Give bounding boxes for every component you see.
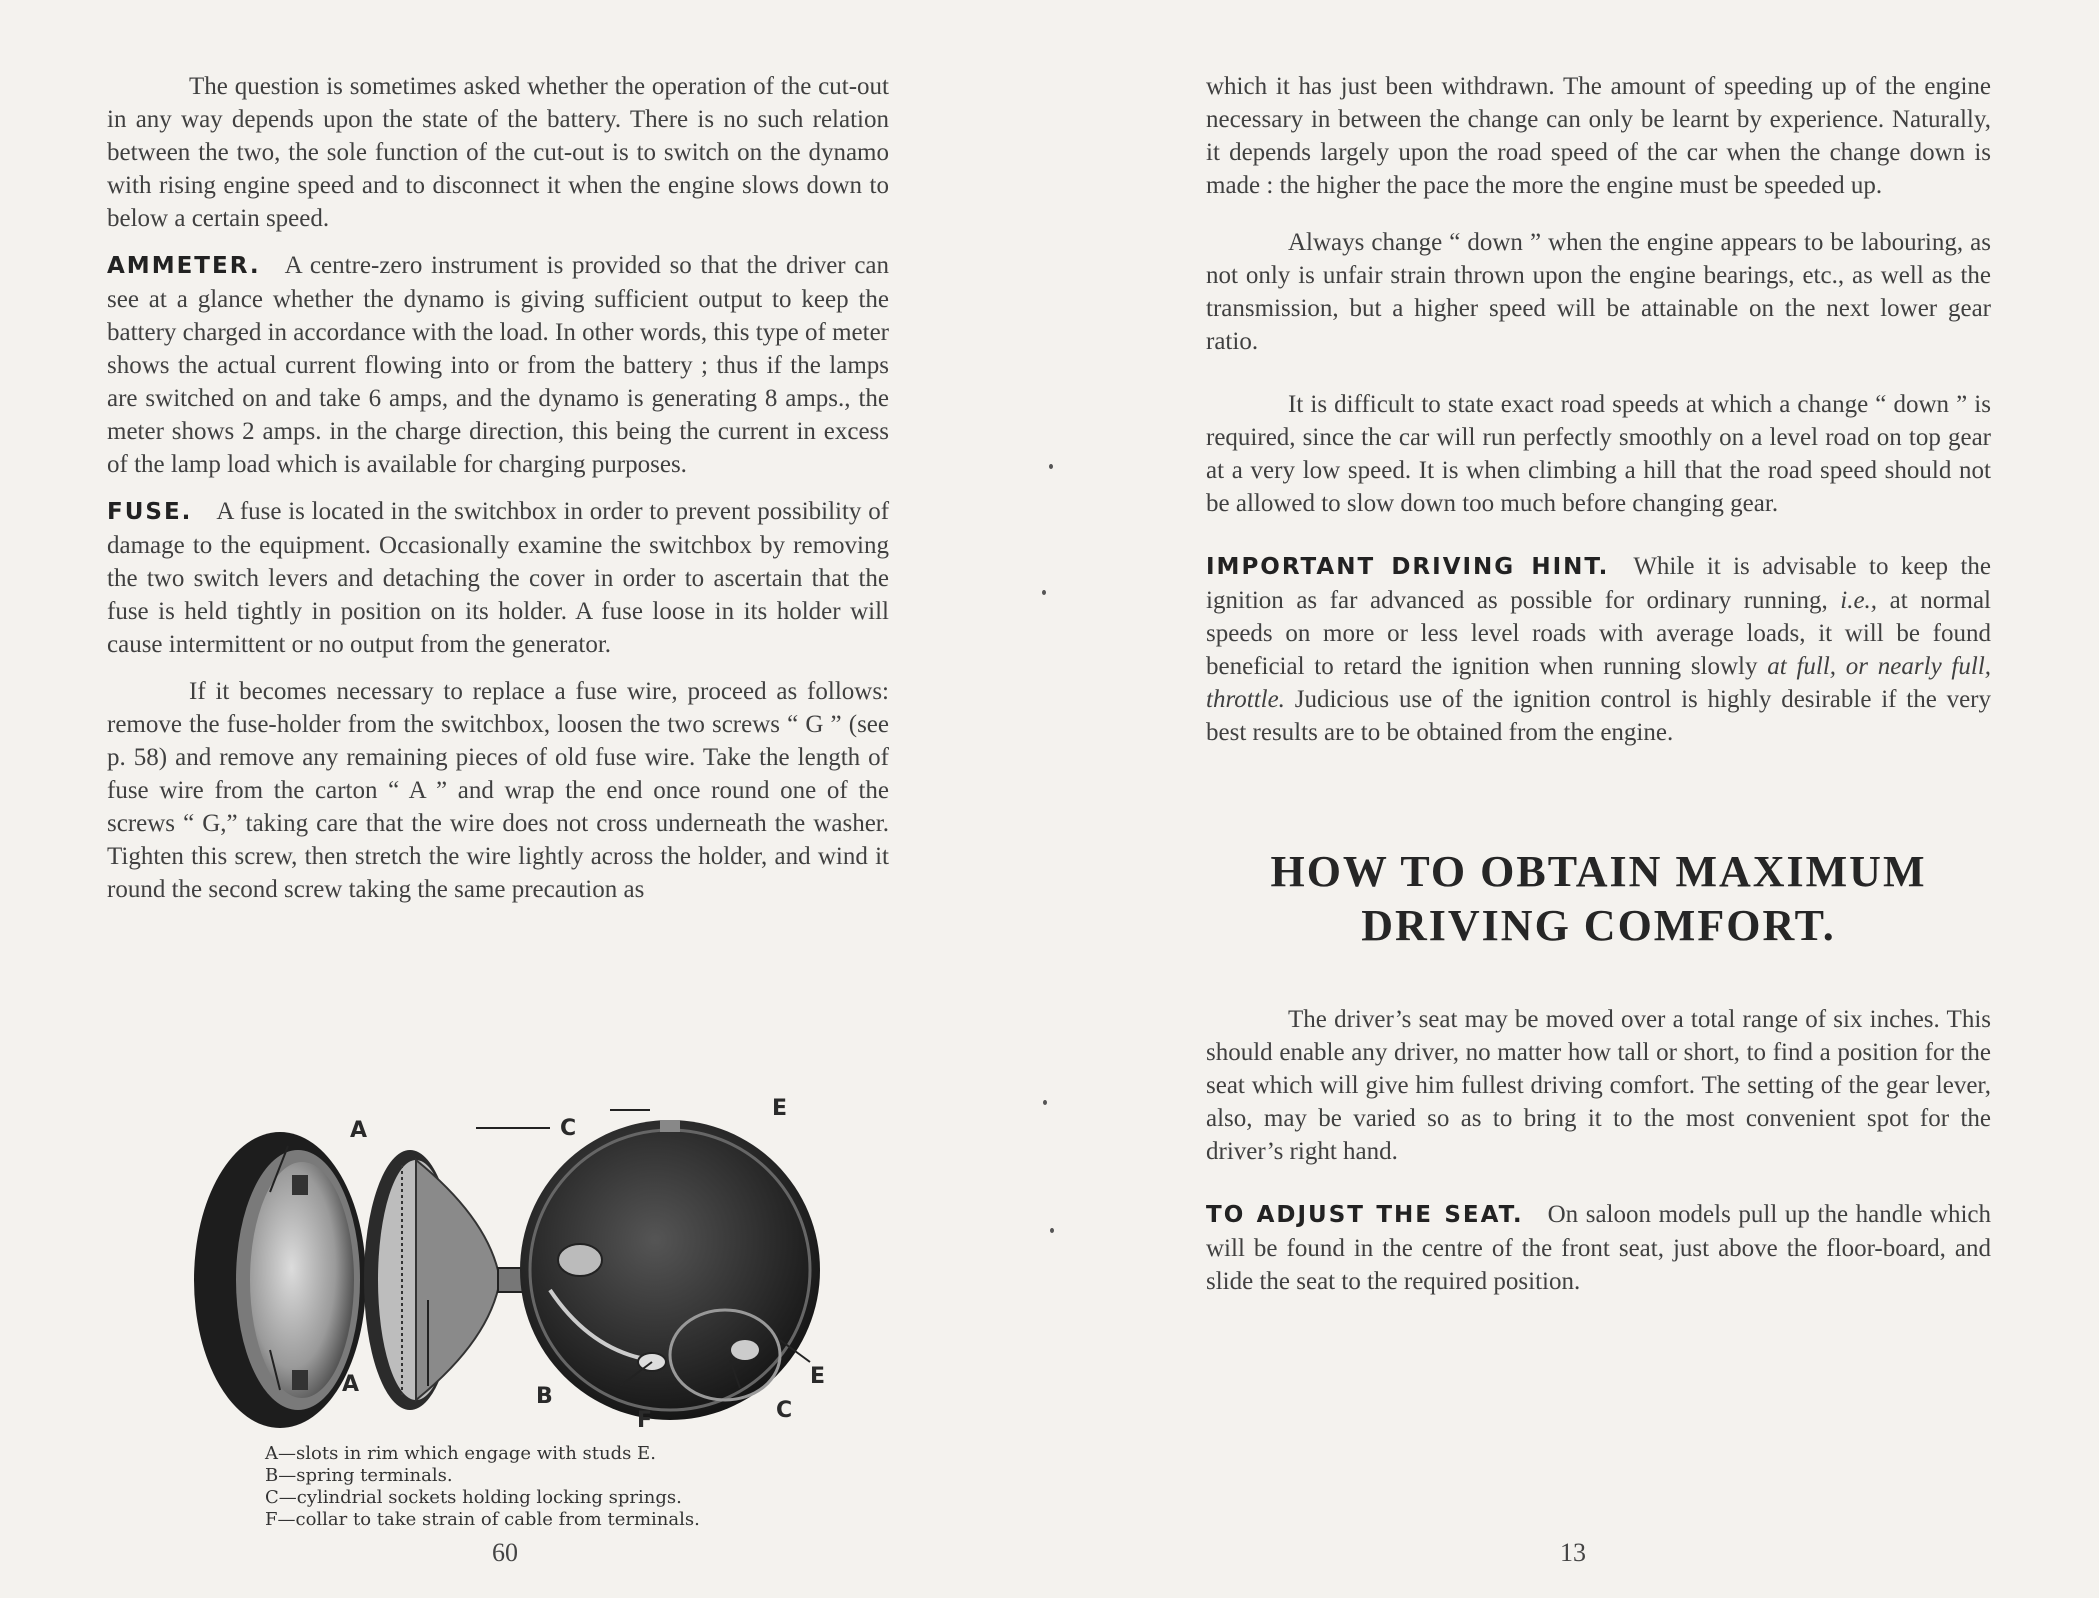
paragraph-cut-out: The question is sometimes asked whether the operation of the cut-out in any way depends upon the state of the battery. There is no such relation between the two, the sole function of the cut-out is to switch on the dynamo with rising engine speed and to disconnect it when the engine slows down to below a certain speed. [107, 73, 889, 232]
section-heading [1206, 845, 1991, 953]
section-heading-line-2: DRIVING COMFORT. [1361, 901, 1836, 950]
ammeter-text: driver can see at a glance whether the dynamo is giving sufficient output to keep the battery charged in accordance with the load. In other words, this type of meter shows the actual current flowing into or from the battery ; thus if the lamps are switched on and take 6 amps, and the dynamo is generating 8 amps., the meter shows 2 amps. in the charge direction, this being the current in excess of the lamp load which is available for charging purposes. [107, 252, 890, 478]
caption-line-b: B—spring terminals. [265, 1465, 453, 1486]
paragraph-adjust-seat [1206, 1198, 1991, 1298]
caption-line-c: C—cylindrial sockets holding locking springs. [265, 1487, 682, 1508]
label-e-right: E [810, 1364, 826, 1389]
right-page [1030, 0, 2099, 1598]
hint-italic-throttle: at full, or nearly full, throttle. [1206, 653, 1992, 713]
lamp-shell [520, 1120, 820, 1420]
label-c-top: C [560, 1116, 577, 1141]
paragraph-driving-hint [1206, 550, 1991, 749]
label-e-top: E [772, 1096, 788, 1121]
paragraph-ammeter [107, 249, 889, 481]
paragraph-speeding-up: which it has just been withdrawn. The amount of speeding up of the engine necessary in between the change can only be learnt by experience. Naturally, it depends largely upon the road speed of the car when the change down is made : the higher the pace the more the engine must be speeded up. [1206, 73, 1991, 199]
ammeter-first-line: A centre-zero instrument is provided so that the [284, 252, 778, 279]
label-b: B [536, 1384, 553, 1409]
heading-fuse: FUSE. [107, 499, 193, 525]
lamp-reflector [364, 1150, 546, 1410]
paragraph-road-speeds: It is difficult to state exact road speeds at which a change “ down ” is required, since the car will run perfectly smoothly on a level road on top gear at a very low speed. It is when climbing a hill that the road speed should not be allowed to slow down too much before changing gear. [1206, 391, 1991, 517]
hint-ie: i.e., [1840, 587, 1878, 614]
caption-line-a: A—slots in rim which engage with studs E. [265, 1443, 656, 1464]
label-c-bottom: C [776, 1398, 793, 1423]
heading-to-adjust-the-seat: TO ADJUST THE SEAT. [1206, 1202, 1524, 1228]
hint-first-line: While it is advisable to keep [1633, 553, 1949, 580]
left-page [0, 0, 1030, 1598]
hint-text-2: at normal speeds on more or less level roads with average loads, it will be found beneficial to retard the ignition when running slowly [1206, 587, 1992, 680]
page-number-left: 60 [492, 1538, 518, 1567]
adjust-text: handle which will be found in the centre of the front seat, just above the floor-board, and slide the seat to the required position. [1206, 1201, 1992, 1295]
label-a-bottom: A [342, 1372, 360, 1397]
paragraph-fuse-wire: If it becomes necessary to replace a fuse wire, proceed as follows: remove the fuse-holder from the switchbox, loosen the two screws “ G ” (see p. 58) and remove any remaining pieces of old fuse wire. Take the length of fuse wire from the carton “ A ” and wrap the end once round one of the screws “ G,” taking care that the wire does not cross underneath the washer. Tighten this screw, then stretch the wire lightly across the holder, and wind it round the second screw taking the same precaution as [107, 678, 889, 903]
hint-text-1: the ignition as far advanced as possible for ordinary running, [1206, 553, 1991, 614]
section-heading-line-1: HOW TO OBTAIN MAXIMUM [1270, 847, 1927, 896]
heading-ammeter: AMMETER. [107, 253, 261, 279]
label-f: F [637, 1408, 653, 1433]
heading-important-driving-hint: IMPORTANT DRIVING HINT. [1206, 554, 1610, 580]
paragraph-drivers-seat: The driver’s seat may be moved over a total range of six inches. This should enable any driver, no matter how tall or short, to find a position for the seat which will give him fullest driving comfort. The setting of the gear lever, also, may be varied so as to bring it to the most convenient spot for the driver’s right hand. [1206, 1006, 1991, 1165]
fuse-text: possibility of damage to the equipment. Occasionally examine the switchbox by removing the two switch levers and detaching the cover in order to ascertain that the fuse is held tightly in position on its holder. A fuse loose in its holder will cause intermittent or no output from the generator. [107, 498, 890, 658]
paragraph-change-down: Always change “ down ” when the engine appears to be labouring, as not only is unfair strain thrown upon the engine bearings, etc., as well as the transmission, but a higher speed will be attainable on the next lower gear ratio. [1206, 229, 1991, 355]
right-text-column [1206, 70, 1991, 1298]
headlamp-figure [170, 1096, 840, 1440]
label-a-top: A [350, 1118, 368, 1143]
left-text-column [107, 70, 889, 906]
figure-caption [265, 1443, 825, 1531]
adjust-first-line: On saloon models pull up the [1547, 1201, 1849, 1228]
hint-text-3: Judicious use of the ignition control is highly desirable if the very best results are to be obtained from the engine. [1206, 686, 1991, 746]
lamp-rim [194, 1132, 366, 1428]
page-number-right: 13 [1560, 1538, 1586, 1567]
caption-line-f: F—collar to take strain of cable from terminals. [265, 1509, 700, 1530]
fuse-first-line: A fuse is located in the switchbox in order to prevent [216, 498, 751, 525]
headlamp-illustration [170, 1100, 840, 1440]
paragraph-fuse [107, 495, 889, 661]
